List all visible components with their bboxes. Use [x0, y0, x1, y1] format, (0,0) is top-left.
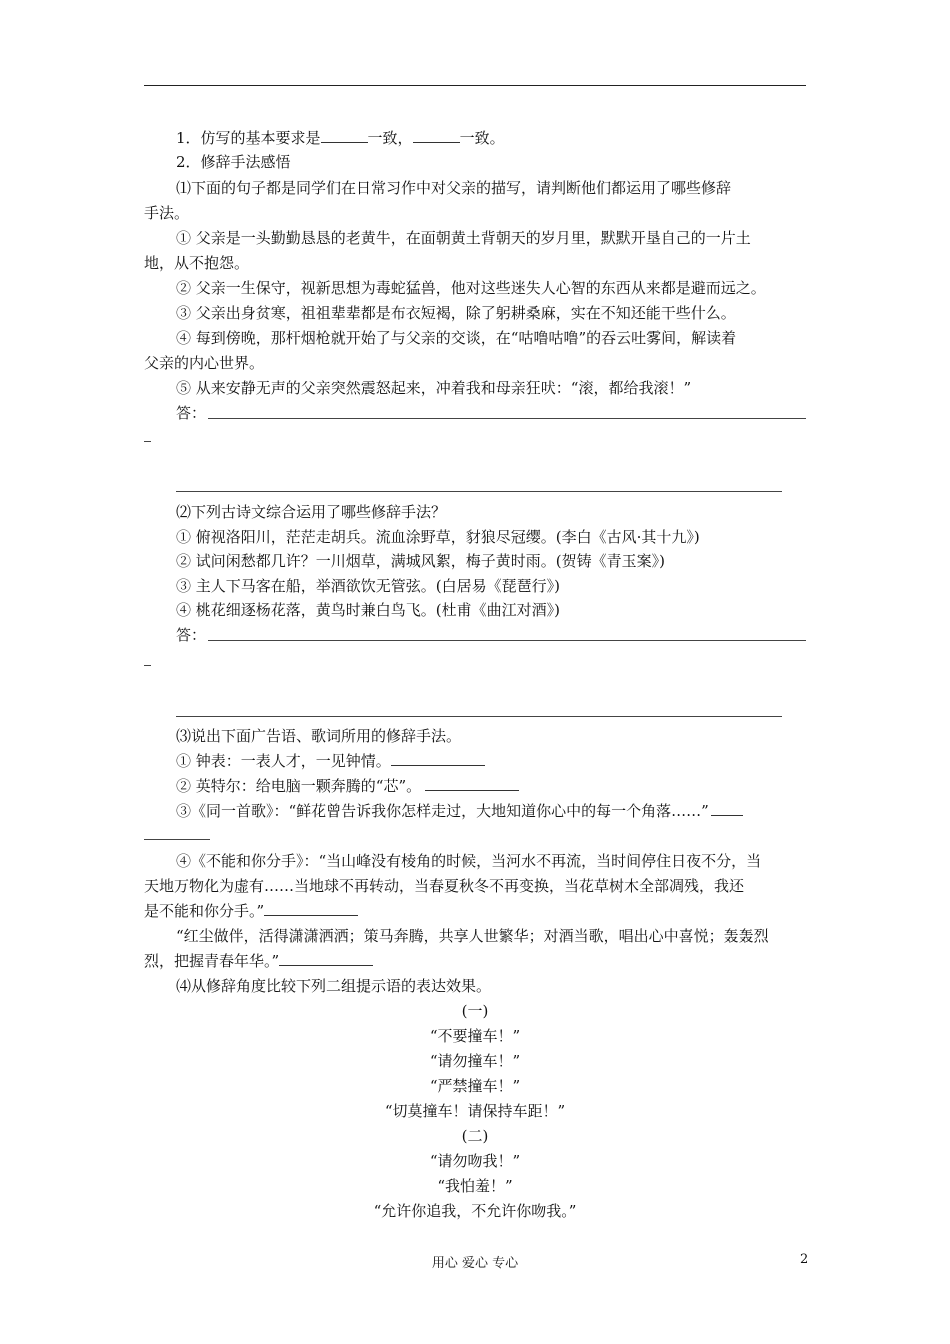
- q2-title: 2．修辞手法感悟: [176, 153, 291, 171]
- p3-item-4-blank[interactable]: [264, 901, 358, 916]
- q1-line: [176, 126, 505, 150]
- p3-item-4-end: [144, 899, 358, 923]
- p1-sentence-1: ① 父亲是一头勤勤恳恳的老黄牛，在面朝黄土背朝天的岁月里，默默开垦自己的一片土: [176, 229, 751, 247]
- p1-sentence-4-cont: 父亲的内心世界。: [144, 354, 265, 372]
- p3-item-3-text: ③《同一首歌》：“鲜花曾告诉我你怎样走过，大地知道你心中的每一个角落……”: [176, 802, 709, 820]
- q1-text-end: 一致。: [459, 129, 505, 147]
- p2-poem-3: ③ 主人下马客在船，举酒欲饮无管弦。(白居易《琵琶行》): [176, 577, 560, 595]
- p3-item-4-cont: 天地万物化为虚有……当地球不再转动，当春夏秋冬不再变换，当花草树木全部凋残，我还: [144, 877, 745, 895]
- p3-item-2: [176, 774, 519, 798]
- p4-intro: ⑷从修辞角度比较下列二组提示语的表达效果。: [176, 977, 492, 995]
- group-1-label: (一): [461, 1002, 489, 1020]
- p1-answer-label: 答：: [176, 404, 207, 422]
- p1-sentence-2: ② 父亲一生保守，视新思想为毒蛇猛兽，他对这些迷失人心智的东西从来都是避而远之。: [176, 279, 766, 297]
- p3-item-2-blank[interactable]: [425, 776, 519, 791]
- fill-blank-2[interactable]: [413, 128, 460, 143]
- p1-intro: ⑴下面的句子都是同学们在日常习作中对父亲的描写，请判断他们都运用了哪些修辞: [176, 179, 732, 197]
- p3-item-4-end-text: 是不能和你分手。”: [144, 902, 265, 920]
- p1-intro-cont: 手法。: [144, 204, 190, 222]
- p3-item-1-text: ① 钟表：一表人才，一见钟情。: [176, 752, 391, 770]
- p3-item-5-end: [144, 949, 373, 973]
- p3-item-5-blank[interactable]: [279, 951, 373, 966]
- q1-text-mid: 一致，: [367, 129, 413, 147]
- page-number: 2: [800, 1252, 809, 1267]
- group-1-sign: “切莫撞车！请保持车距！”: [384, 1102, 566, 1120]
- p1-sentence-5: ⑤ 从来安静无声的父亲突然震怒起来，冲着我和母亲狂吠：“滚，都给我滚！”: [176, 379, 692, 397]
- p1-sentence-1-cont: 地，从不抱怨。: [144, 254, 250, 272]
- p2-poem-2: ② 试问闲愁都几许？一川烟草，满城风絮，梅子黄时雨。(贺铸《青玉案》): [176, 552, 665, 570]
- p1-answer-line[interactable]: [208, 418, 806, 419]
- group-2-label: (二): [461, 1127, 489, 1145]
- q1-text-start: 1．仿写的基本要求是: [176, 129, 321, 147]
- p2-intro: ⑵下列古诗文综合运用了哪些修辞手法？: [176, 503, 447, 521]
- group-1-sign: “不要撞车！”: [429, 1027, 521, 1045]
- p2-answer-dash: [144, 665, 151, 666]
- page-footer: 用心 爱心 专心: [431, 1256, 519, 1271]
- p3-item-3-blank-cont[interactable]: [144, 839, 210, 840]
- group-1-sign: “请勿撞车！”: [429, 1052, 521, 1070]
- p3-item-3: [176, 799, 743, 823]
- p3-item-4: ④《不能和你分手》：“当山峰没有棱角的时候，当河水不再流，当时间停住日夜不分，当: [176, 852, 762, 870]
- p2-answer-line-2[interactable]: [176, 716, 782, 717]
- group-1-sign: “严禁撞车！”: [429, 1077, 521, 1095]
- p1-answer-line-2[interactable]: [176, 491, 782, 492]
- p1-sentence-3: ③ 父亲出身贫寒，祖祖辈辈都是布衣短褐，除了躬耕桑麻，实在不知还能干些什么。: [176, 304, 736, 322]
- p3-item-1: [176, 749, 485, 773]
- p2-answer-line[interactable]: [208, 640, 806, 641]
- p2-answer-label: 答：: [176, 626, 207, 644]
- p3-intro: ⑶说出下面广告语、歌词所用的修辞手法。: [176, 727, 462, 745]
- p3-item-1-blank[interactable]: [391, 751, 485, 766]
- p3-item-5: “红尘做伴，活得潇潇洒洒；策马奔腾，共享人世繁华；对酒当歌，唱出心中喜悦；轰轰烈: [176, 927, 769, 945]
- p3-item-2-text: ② 英特尔：给电脑一颗奔腾的“芯”。: [176, 777, 422, 795]
- p3-item-5-end-text: 烈，把握青春年华。”: [144, 952, 280, 970]
- p1-sentence-4: ④ 每到傍晚，那杆烟枪就开始了与父亲的交谈，在“咕噜咕噜”的吞云吐雾间，解读着: [176, 329, 737, 347]
- fill-blank-1[interactable]: [321, 128, 368, 143]
- p2-poem-4: ④ 桃花细逐杨花落，黄鸟时兼白鸟飞。(杜甫《曲江对酒》): [176, 601, 560, 619]
- group-2-sign: “我怕羞！”: [437, 1177, 513, 1195]
- header-rule: [144, 85, 806, 86]
- p3-item-3-blank[interactable]: [711, 801, 743, 816]
- group-2-sign: “允许你追我，不允许你吻我。”: [373, 1202, 577, 1220]
- group-2-sign: “请勿吻我！”: [429, 1152, 521, 1170]
- p1-answer-dash: [144, 441, 151, 442]
- p2-poem-1: ① 俯视洛阳川，茫茫走胡兵。流血涂野草，豺狼尽冠缨。(李白《古风·其十九》): [176, 528, 700, 546]
